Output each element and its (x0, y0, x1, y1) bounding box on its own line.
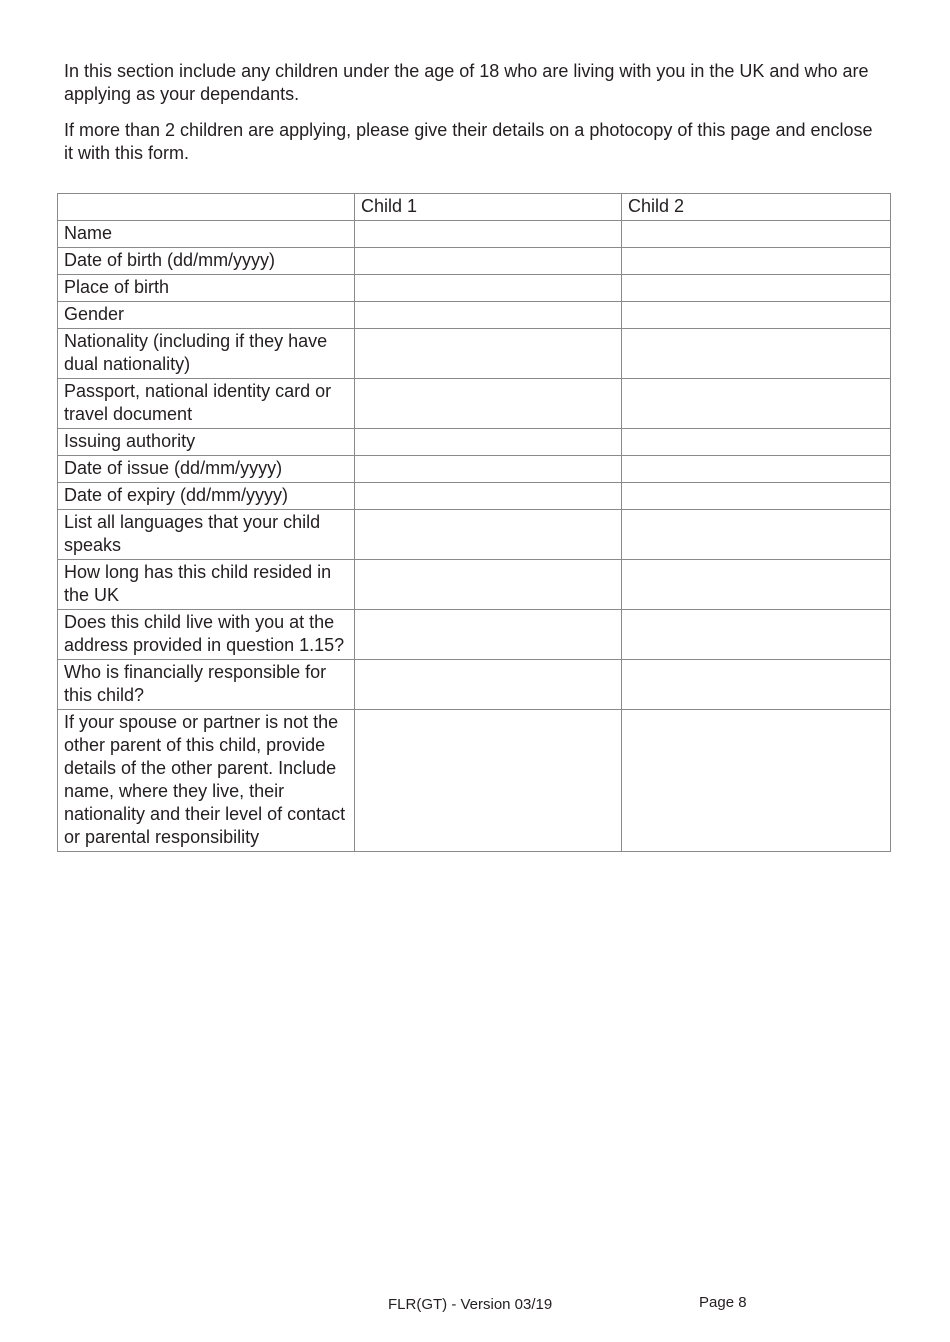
row-label: Place of birth (58, 275, 355, 302)
children-details-table (57, 193, 891, 852)
table-row-name (58, 221, 891, 248)
child-2-passport-field[interactable] (622, 379, 891, 429)
row-label: How long has this child resided in the UK (58, 560, 355, 610)
row-label: Does this child live with you at the address provided in question 1.15? (58, 610, 355, 660)
child-2-residence-duration-field[interactable] (622, 560, 891, 610)
intro-paragraph: In this section include any children under the age of 18 who are living with you in the UK and who are applying as your dependants. (64, 61, 869, 104)
child-2-date-of-issue-field[interactable] (622, 456, 891, 483)
row-label: Date of expiry (dd/mm/yyyy) (58, 483, 355, 510)
table-header-row (58, 194, 891, 221)
table-row-other-parent (58, 710, 891, 852)
child-1-passport-field[interactable] (355, 379, 622, 429)
child-2-financial-responsibility-field[interactable] (622, 660, 891, 710)
header-label-column (58, 194, 355, 221)
row-label: Date of issue (dd/mm/yyyy) (58, 456, 355, 483)
child-1-residence-duration-field[interactable] (355, 560, 622, 610)
row-label: Passport, national identity card or travel document (58, 379, 355, 429)
table-row-lives-at-address (58, 610, 891, 660)
table-row-date-of-expiry (58, 483, 891, 510)
child-1-languages-field[interactable] (355, 510, 622, 560)
child-1-date-of-birth-field[interactable] (355, 248, 622, 275)
table-row-place-of-birth (58, 275, 891, 302)
row-label: List all languages that your child speaks (58, 510, 355, 560)
child-2-date-of-expiry-field[interactable] (622, 483, 891, 510)
child-2-languages-field[interactable] (622, 510, 891, 560)
table-row-nationality (58, 329, 891, 379)
header-child-1: Child 1 (355, 194, 622, 221)
table-row-passport (58, 379, 891, 429)
row-label: Date of birth (dd/mm/yyyy) (58, 248, 355, 275)
intro-paragraph-photocopy: If more than 2 children are applying, please give their details on a photocopy of this page and enclose it with this form. (64, 120, 873, 163)
row-label: Who is financially responsible for this child? (58, 660, 355, 710)
page-number: Page 8 (699, 1294, 747, 1311)
child-2-lives-at-address-field[interactable] (622, 610, 891, 660)
table-row-financial-responsibility (58, 660, 891, 710)
child-2-gender-field[interactable] (622, 302, 891, 329)
table-row-languages (58, 510, 891, 560)
table-row-gender (58, 302, 891, 329)
row-label: Nationality (including if they have dual nationality) (58, 329, 355, 379)
child-2-other-parent-field[interactable] (622, 710, 891, 852)
child-2-nationality-field[interactable] (622, 329, 891, 379)
child-1-lives-at-address-field[interactable] (355, 610, 622, 660)
child-1-issuing-authority-field[interactable] (355, 429, 622, 456)
child-2-place-of-birth-field[interactable] (622, 275, 891, 302)
child-1-gender-field[interactable] (355, 302, 622, 329)
child-1-date-of-issue-field[interactable] (355, 456, 622, 483)
header-child-2: Child 2 (622, 194, 891, 221)
row-label: Issuing authority (58, 429, 355, 456)
child-1-nationality-field[interactable] (355, 329, 622, 379)
child-1-other-parent-field[interactable] (355, 710, 622, 852)
child-2-name-field[interactable] (622, 221, 891, 248)
table-row-residence-duration (58, 560, 891, 610)
child-1-financial-responsibility-field[interactable] (355, 660, 622, 710)
child-2-date-of-birth-field[interactable] (622, 248, 891, 275)
row-label: Gender (58, 302, 355, 329)
row-label: Name (58, 221, 355, 248)
child-2-issuing-authority-field[interactable] (622, 429, 891, 456)
child-1-name-field[interactable] (355, 221, 622, 248)
table-row-issuing-authority (58, 429, 891, 456)
form-version: FLR(GT) - Version 03/19 (388, 1296, 553, 1313)
child-1-date-of-expiry-field[interactable] (355, 483, 622, 510)
table-row-date-of-issue (58, 456, 891, 483)
child-1-place-of-birth-field[interactable] (355, 275, 622, 302)
table-row-date-of-birth (58, 248, 891, 275)
row-label: If your spouse or partner is not the other parent of this child, provide details of the other parent. Include name, where they live, their nationality and their level of contact or parental responsibility (58, 710, 355, 852)
